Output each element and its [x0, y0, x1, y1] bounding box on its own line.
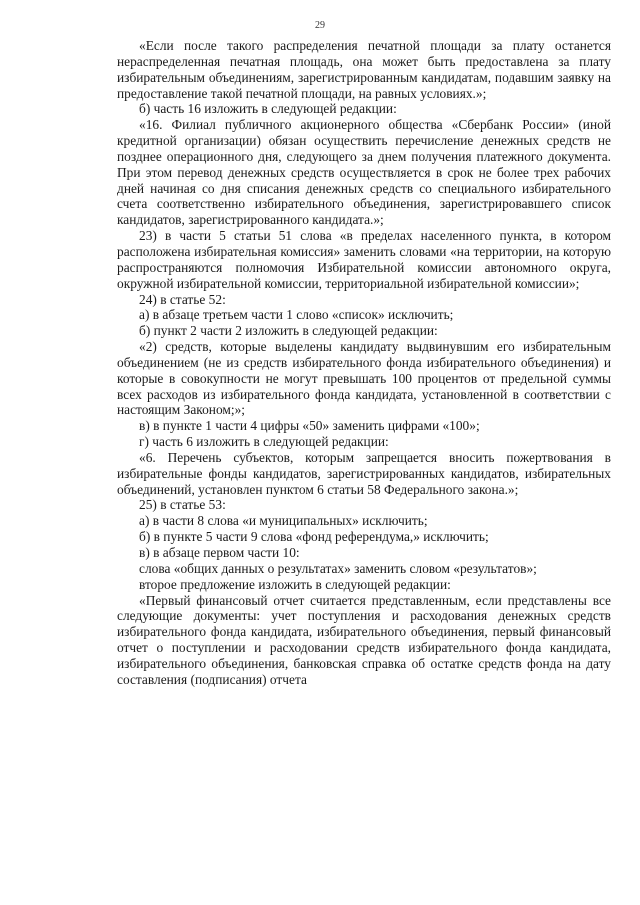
paragraph: «16. Филиал публичного акционерного общества «Сбербанк России» (иной кредитной организации) обязан осуществить перечисление денежных средств не позднее операционного дня, следующего за днем получения платежного документа. При этом перевод денежных средств осуществляется в срок не более трех рабочих дней начиная со дня списания денежных средств со специального избирательного счета соответственно избирательного объединения, зарегистрировавшего список кандидатов, зарегистрированного кандидата.»; [117, 117, 611, 228]
paragraph: б) часть 16 изложить в следующей редакции: [139, 101, 397, 117]
paragraph: «6. Перечень субъектов, которым запрещается вносить пожертвования в избирательные фонды кандидатов, зарегистрированных кандидатов, избирательных объединений, установлен пунктом 6 статьи 58 Федерального закона.»; [117, 449, 611, 497]
paragraph: второе предложение изложить в следующей редакции: [139, 576, 451, 592]
paragraph: «Если после такого распределения печатной площади за плату останется нераспределенная печатная площадь, она может быть предоставлена за плату избирательным объединениям, зарегистрированным кандидатам, подавшим заявку на предоставление такой печатной площади, на равных условиях.»; [117, 38, 611, 101]
document-body [117, 38, 611, 688]
paragraph: «2) средств, которые выделены кандидату выдвинувшим его избирательным объединением (не из средств избирательного фонда избирательного объединения) и которые в совокупности не могут превышать 100 процентов от предельной суммы всех расходов из избирательного фонда кандидата, установленной в соответствии с настоящим Законом;»; [117, 339, 611, 418]
paragraph: 25) в статье 53: [139, 497, 226, 513]
paragraph: слова «общих данных о результатах» заменить словом «результатов»; [139, 560, 537, 576]
paragraph: в) в абзаце первом части 10: [139, 545, 300, 560]
paragraph: 24) в статье 52: [139, 291, 226, 307]
paragraph: б) в пункте 5 части 9 слова «фонд референдума,» исключить; [139, 529, 489, 545]
page-number: 29 [315, 20, 325, 31]
paragraph: а) в части 8 слова «и муниципальных» исключить; [139, 513, 428, 529]
paragraph: в) в пункте 1 части 4 цифры «50» заменить цифрами «100»; [139, 418, 480, 434]
paragraph: а) в абзаце третьем части 1 слово «список» исключить; [139, 307, 454, 323]
paragraph: б) пункт 2 части 2 изложить в следующей редакции: [139, 323, 438, 339]
paragraph: г) часть 6 изложить в следующей редакции: [139, 434, 389, 450]
paragraph: «Первый финансовый отчет считается представленным, если представлены все следующие документы: учет поступления и расходования денежных средств избирательного фонда кандидата, избирательного объединения, первый финансовый отчет о поступлении и расходовании средств избирательного фонда кандидата, избирательного объединения, банковская справка об остатке средств фонда на дату составления (подписания) отчета [117, 592, 611, 687]
paragraph: 23) в части 5 статьи 51 слова «в пределах населенного пункта, в котором расположена избирательная комиссия» заменить словами «на территории, на которую распространяются полномочия Избирательной комиссии автономного округа, окружной избирательной комиссии, территориальной избирательной комиссии»; [117, 228, 611, 291]
